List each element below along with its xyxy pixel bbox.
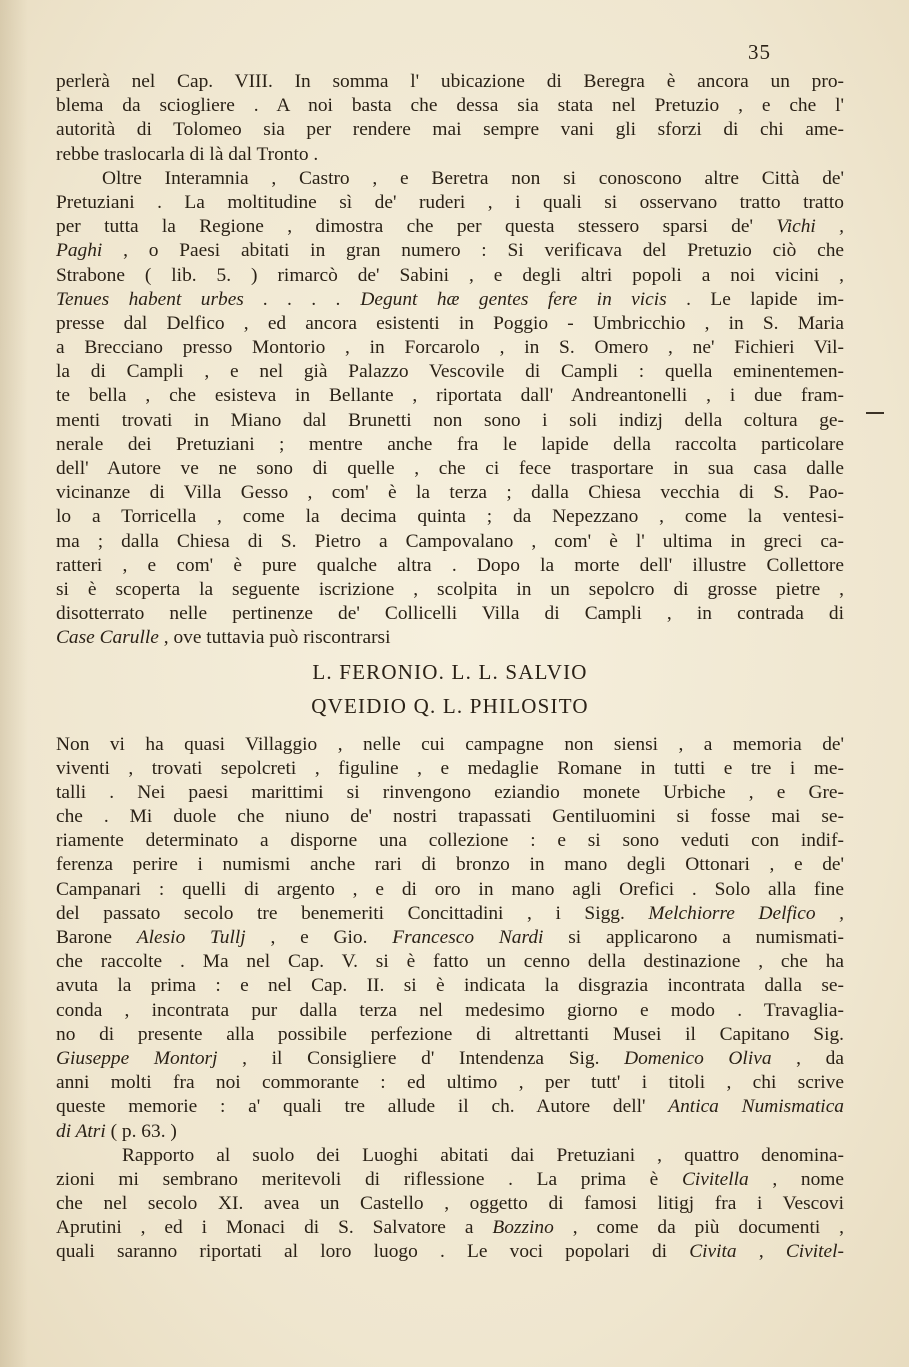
text-run: quali saranno riportati al loro luogo . Le voci popolari di	[56, 1241, 690, 1263]
inscription-line: L. FERONIO. L. L. SALVIO	[312, 659, 588, 684]
text-line	[56, 215, 844, 239]
text-line	[56, 926, 844, 950]
text-run: . Le lapide im-	[666, 288, 845, 310]
italic-run: Civitel-	[785, 1241, 844, 1263]
italic-run: Vichi ,	[776, 216, 845, 238]
text-line: autorità di Tolomeo sia per rendere mai sempre vani gli sforzi di chi ame-	[56, 119, 844, 141]
body-text	[56, 70, 844, 1265]
page-gutter-shadow	[0, 0, 28, 1367]
text-run: ( p. 63. )	[110, 1120, 177, 1142]
text-line: ma ; dalla Chiesa di S. Pietro a Campovalano , com' è l' ultima in greci ca-	[56, 530, 844, 552]
text-line: ferenza perire i numismi anche rari di bronzo in mano degli Ottonari , e de'	[56, 854, 844, 876]
text-run: ,	[736, 1241, 786, 1263]
italic-run: Francesco Nardi	[392, 927, 544, 948]
italic-run: Melchiorre Delfico ,	[648, 902, 844, 924]
italic-run: Tenues habent urbes . . . .	[56, 288, 341, 310]
text-line: rebbe traslocarla di là dal Tronto .	[56, 143, 319, 165]
text-run: per tutta la Regione , dimostra che per questa stessero sparsi de'	[56, 216, 777, 238]
italic-run: Paghi	[56, 240, 103, 262]
text-run: , come da più documenti ,	[553, 1217, 844, 1239]
text-line	[56, 626, 844, 650]
text-line: che nel secolo XI. avea un Castello , oggetto di famosi litigj fra i Vescovi	[56, 1193, 844, 1215]
text-run: , e Gio.	[245, 927, 393, 948]
text-line: che . Mi duole che niuno de' nostri trapassati Gentiluomini si fosse mai se-	[56, 806, 844, 828]
text-run: Barone	[56, 927, 137, 948]
text-line: nerale dei Pretuziani ; mentre anche fra le lapide della raccolta particolare	[56, 433, 844, 455]
italic-run: di Atri	[56, 1120, 106, 1142]
text-line: Pretuziani . La moltitudine sì de' ruderi , i quali si osservano tratto tratto	[56, 191, 844, 213]
text-line: Campanari : quelli di argento , e di oro in mano agli Orefici . Solo alla fine	[56, 878, 844, 900]
text-line	[56, 288, 844, 312]
text-line: che raccolte . Ma nel Cap. V. si è fatto un cenno della destinazione , che ha	[56, 951, 844, 973]
text-line: Rapporto al suolo dei Luoghi abitati dai Pretuziani , quattro denomina-	[122, 1144, 844, 1166]
italic-run: Antica Numismatica	[668, 1096, 844, 1118]
text-line: dell' Autore ve ne sono di quelle , che ci fece trasportare in sua casa dalle	[56, 458, 844, 479]
text-line	[56, 902, 844, 926]
text-run: zioni mi sembrano meritevoli di riflessione . La prima è	[56, 1168, 682, 1190]
text-line: riamente determinato a disporne una collezione : e si sono veduti con indif-	[56, 830, 844, 852]
text-run: , nome	[748, 1168, 844, 1190]
text-run: del passato secolo tre benemeriti Concittadini , i Sigg.	[56, 902, 649, 924]
italic-run: Case Carulle	[56, 627, 159, 649]
text-run: , o Paesi abitati in gran numero : Si verificava del Pretuzio ciò che	[102, 240, 844, 262]
text-line: menti trovati in Miano dal Brunetti non sono i soli indizj della coltura ge-	[56, 409, 844, 431]
text-line	[56, 239, 844, 263]
italic-run: Civita	[689, 1241, 737, 1263]
text-line: avuta la prima : e nel Cap. II. si è indicata la disgrazia incontrata dalla se-	[56, 975, 844, 997]
text-line: conda , incontrata pur dalla terza nel medesimo giorno e modo . Travaglia-	[56, 999, 844, 1021]
text-run: , ove tuttavia può riscontrarsi	[163, 627, 391, 649]
italic-run: Alesio Tullj	[136, 927, 246, 948]
text-line: perlerà nel Cap. VIII. In somma l' ubicazione di Beregra è ancora un pro-	[56, 71, 844, 92]
text-line: viventi , trovati sepolcreti , figuline , e medaglie Romane in tutti e tre i me-	[56, 757, 844, 779]
text-line: la di Campli , e nel già Palazzo Vescovile di Campli : quella eminentemen-	[56, 361, 844, 383]
text-line	[56, 1047, 844, 1071]
text-line: Strabone ( lib. 5. ) rimarcò de' Sabini , e degli altri popoli a noi vicini ,	[56, 264, 844, 286]
text-run: , da	[771, 1047, 844, 1069]
text-line	[56, 1095, 844, 1119]
text-line: no di presente alla possibile perfezione di altrettanti Musei il Capitano Sig.	[56, 1023, 844, 1045]
inscription-line: QVEIDIO Q. L. PHILOSITO	[311, 693, 589, 718]
text-line: Oltre Interamnia , Castro , e Beretra non si conoscono altre Città de'	[102, 167, 844, 189]
text-line: ratteri , e com' è pure qualche altra . Dopo la morte dell' illustre Collettore	[56, 554, 844, 576]
text-run: si applicarono a numismati-	[543, 927, 845, 948]
text-run: , il Consigliere d' Intendenza Sig.	[242, 1047, 625, 1069]
text-run: queste memorie : a' quali tre allude il ch. Autore dell'	[56, 1096, 669, 1118]
text-line: talli . Nei paesi marittimi si rinvengono eziandio monete Urbiche , e Gre-	[56, 781, 844, 803]
italic-run: Bozzino	[492, 1217, 554, 1239]
page-number: 35	[748, 40, 771, 64]
italic-run: Giuseppe Montorj	[56, 1047, 218, 1069]
italic-run: Degunt hæ gentes fere in vicis	[360, 288, 667, 310]
text-line: te bella , che esisteva in Bellante , riportata dall' Andreantonelli , i due fram-	[56, 385, 844, 407]
text-line: a Brecciano presso Montorio , in Forcarolo , in S. Omero , ne' Fichieri Vil-	[56, 337, 844, 359]
text-run: Aprutini , ed i Monaci di S. Salvatore a	[56, 1217, 493, 1239]
text-line: Non vi ha quasi Villaggio , nelle cui campagne non siensi , a memoria de'	[56, 733, 844, 755]
margin-mark	[866, 412, 884, 414]
text-line: disotterrato nelle pertinenze de' Collicelli Villa di Campli , in contrada di	[56, 603, 844, 625]
text-line	[56, 1168, 844, 1192]
text-line: si è scoperta la seguente iscrizione , scolpita in un sepolcro di grosse pietre ,	[56, 578, 844, 600]
text-line: lo a Torricella , come la decima quinta ; da Nepezzano , come la ventesi-	[56, 506, 844, 528]
text-line: blema da sciogliere . A noi basta che dessa sia stata nel Pretuzio , e che l'	[56, 95, 844, 117]
italic-run: Civitella	[681, 1168, 749, 1190]
text-line	[56, 1216, 844, 1240]
italic-run: Domenico Oliva	[624, 1047, 772, 1069]
text-line: vicinanze di Villa Gesso , com' è la terza ; dalla Chiesa vecchia di S. Pao-	[56, 482, 844, 504]
text-line: anni molti fra noi commorante : ed ultimo , per tutt' i titoli , chi scrive	[56, 1072, 844, 1094]
text-line	[56, 1240, 844, 1264]
text-line: presse dal Delfico , ed ancora esistenti in Poggio - Umbricchio , in S. Maria	[56, 312, 844, 334]
text-line	[56, 1120, 844, 1144]
